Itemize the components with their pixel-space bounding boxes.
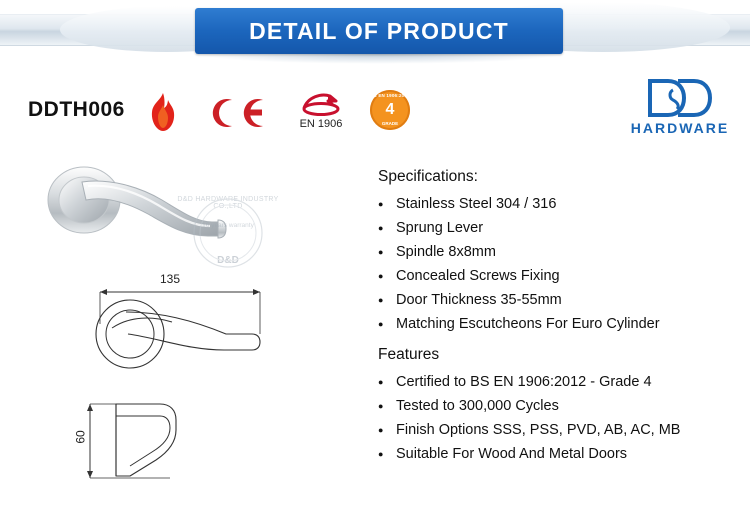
page-title: DETAIL OF PRODUCT	[249, 17, 509, 44]
list-item: ● Finish Options SSS, PSS, PVD, AB, AC, MB	[378, 418, 738, 442]
watermark-bottom-text: D&D	[217, 255, 239, 266]
brand-logo	[630, 78, 730, 136]
ce-mark-icon	[208, 96, 270, 130]
list-item: ● Tested to 300,000 Cycles	[378, 394, 738, 418]
model-code: DDTH006	[28, 98, 125, 121]
model-and-certifications-row	[28, 88, 722, 146]
specifications-panel	[378, 168, 738, 466]
header-plate-shadow	[195, 54, 563, 64]
list-item: ● Concealed Screws Fixing	[378, 264, 738, 288]
dimension-label-135: 135	[160, 272, 181, 286]
specifications-heading: Specifications:	[378, 168, 478, 185]
features-heading: Features	[378, 346, 440, 363]
brand-mark-icon	[638, 78, 722, 118]
drawing-side-view	[20, 386, 360, 498]
fire-rated-icon	[146, 92, 180, 132]
en-1906-label: EN 1906	[299, 118, 343, 130]
grade-badge-top-text: BS EN 1906:2012	[370, 93, 410, 98]
list-item: ● Sprung Lever	[378, 216, 738, 240]
header-title-wrap	[195, 8, 563, 54]
dimension-label-60: 60	[73, 430, 88, 444]
list-item: ● Certified to BS EN 1906:2012 - Grade 4	[378, 370, 738, 394]
page-header	[0, 0, 750, 72]
grade-badge-number: 4	[385, 101, 395, 118]
en-1906-icon	[286, 92, 356, 130]
grade-badge-circle	[370, 90, 410, 130]
grade-badge-bottom-text: GRADE	[381, 121, 399, 126]
list-item: ● Stainless Steel 304 / 316	[378, 192, 738, 216]
specifications-list	[378, 192, 738, 336]
drawing-top-view	[20, 272, 360, 382]
brand-name: HARDWARE	[630, 120, 730, 136]
list-item: ● Door Thickness 35-55mm	[378, 288, 738, 312]
list-item: ● Suitable For Wood And Metal Doors	[378, 442, 738, 466]
en-1906-glyph	[295, 92, 347, 116]
list-item: ● Spindle 8x8mm	[378, 240, 738, 264]
watermark-top-text: D&D HARDWARE INDUSTRY CO.,LTD	[177, 196, 279, 210]
list-item: ● Matching Escutcheons For Euro Cylinder	[378, 312, 738, 336]
watermark	[166, 196, 290, 270]
watermark-mid-text: 16 years warranty	[202, 222, 254, 229]
features-list	[378, 370, 738, 466]
product-drawings	[20, 160, 360, 500]
grade-4-badge	[368, 90, 412, 130]
